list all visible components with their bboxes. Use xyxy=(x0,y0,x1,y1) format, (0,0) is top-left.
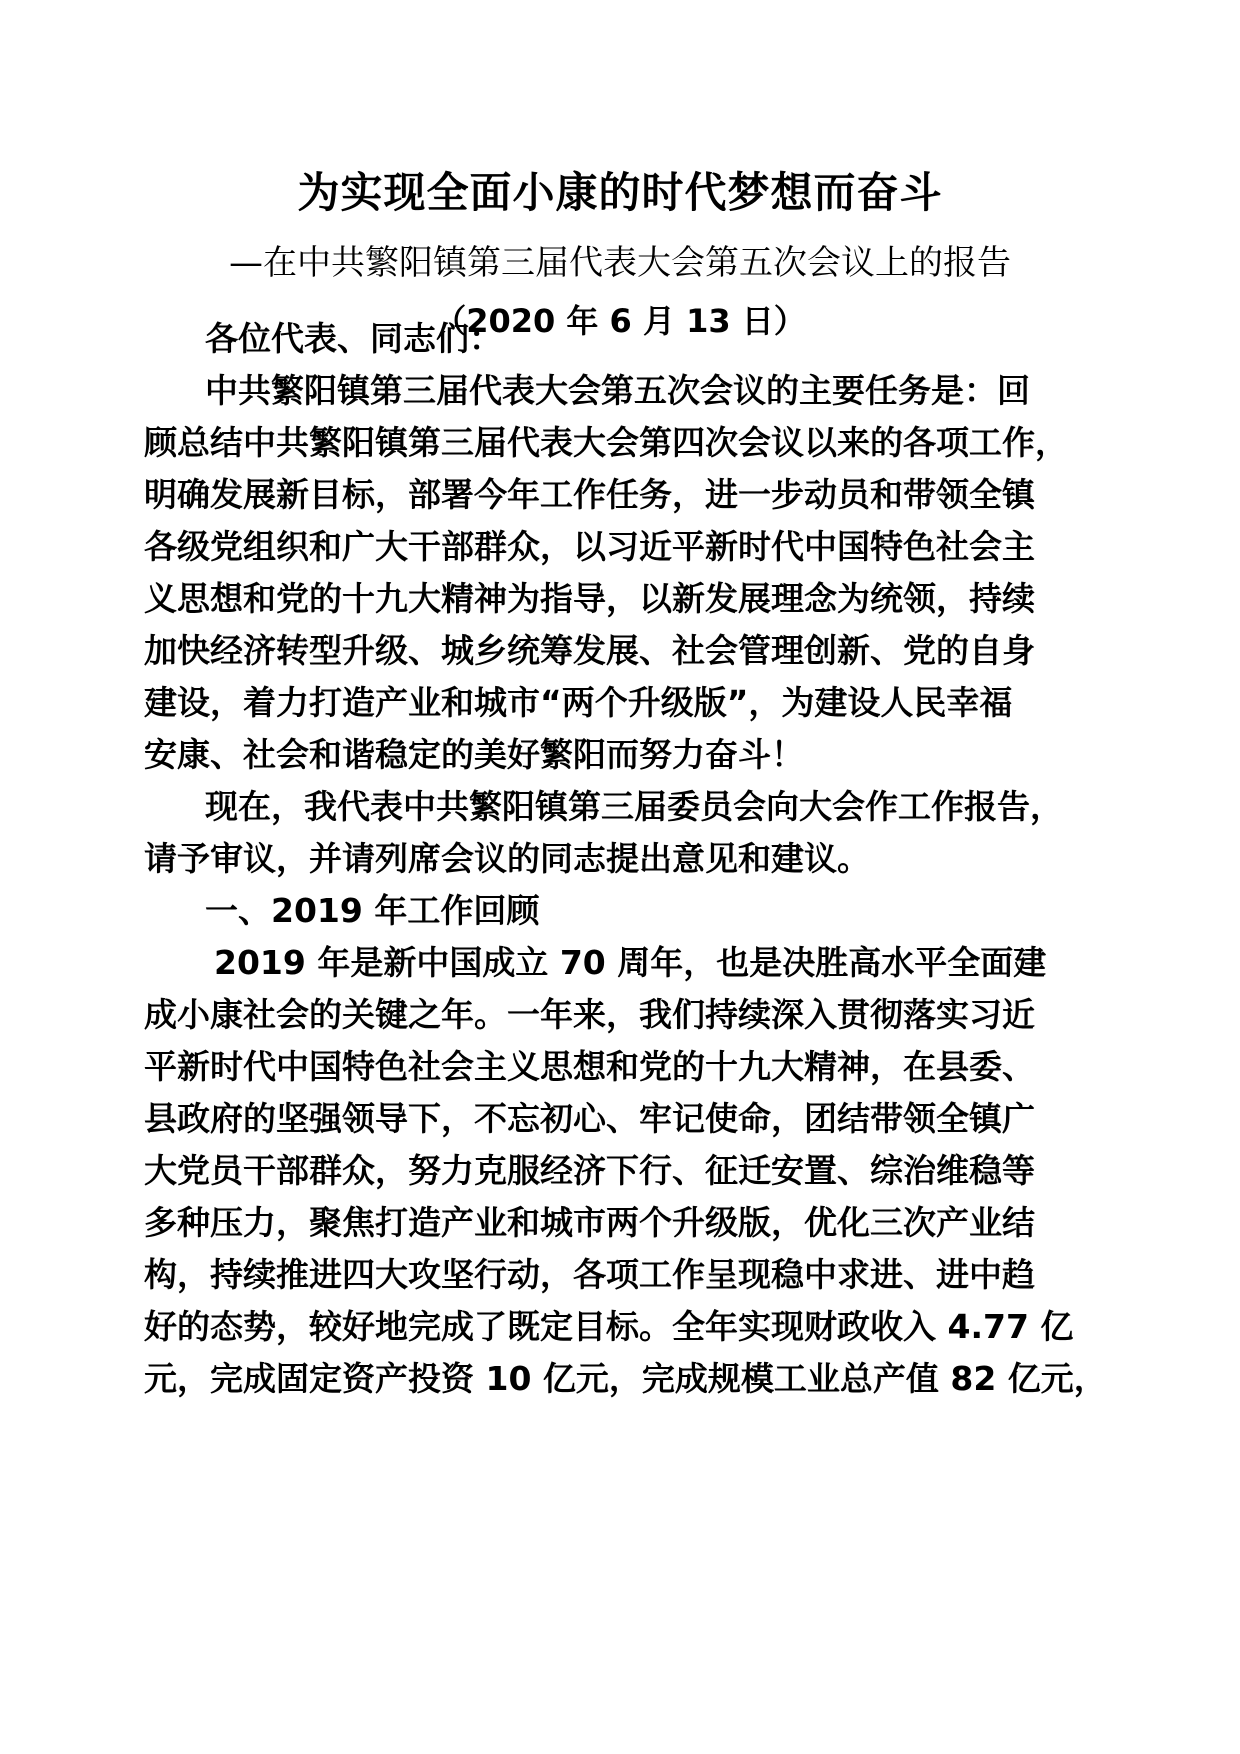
document-date: （2020 年 6 月 13 日） xyxy=(434,302,806,340)
paragraph-line: 现在，我代表中共繁阳镇第三届委员会向大会作工作报告， xyxy=(205,787,1063,826)
document-subtitle: —在中共繁阳镇第三届代表大会第五次会议上的报告 xyxy=(229,243,1011,283)
paragraph-line: 好的态势，较好地完成了既定目标。全年实现财政收入 4.77 亿 xyxy=(144,1307,1074,1346)
paragraph-line: 成小康社会的关键之年。一年来，我们持续深入贯彻落实习近 xyxy=(144,995,1035,1034)
paragraph-line: 请予审议，并请列席会议的同志提出意见和建议。 xyxy=(144,839,870,878)
paragraph-line: 县政府的坚强领导下，不忘初心、牢记使命，团结带领全镇广 xyxy=(144,1099,1035,1138)
paragraph-line: 元，完成固定资产投资 10 亿元，完成规模工业总产值 82 亿元， xyxy=(144,1359,1107,1398)
paragraph-line: 平新时代中国特色社会主义思想和党的十九大精神，在县委、 xyxy=(144,1047,1035,1086)
salutation: 各位代表、同志们： xyxy=(205,319,502,358)
section-heading: 一、2019 年工作回顾 xyxy=(205,891,540,930)
paragraph-line: 多种压力，聚焦打造产业和城市两个升级版，优化三次产业结 xyxy=(144,1203,1035,1242)
paragraph-line: 构，持续推进四大攻坚行动，各项工作呈现稳中求进、进中趋 xyxy=(144,1255,1035,1294)
paragraph-line: 义思想和党的十九大精神为指导，以新发展理念为统领，持续 xyxy=(144,579,1035,618)
document-title: 为实现全面小康的时代梦想而奋斗 xyxy=(297,168,943,217)
paragraph-line: 顾总结中共繁阳镇第三届代表大会第四次会议以来的各项工作， xyxy=(144,423,1068,462)
paragraph-line: 安康、社会和谐稳定的美好繁阳而努力奋斗！ xyxy=(144,735,804,774)
paragraph-line: 2019 年是新中国成立 70 周年，也是决胜高水平全面建 xyxy=(214,943,1047,982)
paragraph-line: 加快经济转型升级、城乡统筹发展、社会管理创新、党的自身 xyxy=(144,631,1035,670)
paragraph-line: 中共繁阳镇第三届代表大会第五次会议的主要任务是：回 xyxy=(205,371,1030,410)
paragraph-line: 明确发展新目标，部署今年工作任务，进一步动员和带领全镇 xyxy=(144,475,1035,514)
paragraph-line: 建设，着力打造产业和城市“两个升级版”，为建设人民幸福 xyxy=(144,683,1013,722)
paragraph-line: 大党员干部群众，努力克服经济下行、征迁安置、综治维稳等 xyxy=(144,1151,1035,1190)
paragraph-line: 各级党组织和广大干部群众，以习近平新时代中国特色社会主 xyxy=(144,527,1035,566)
